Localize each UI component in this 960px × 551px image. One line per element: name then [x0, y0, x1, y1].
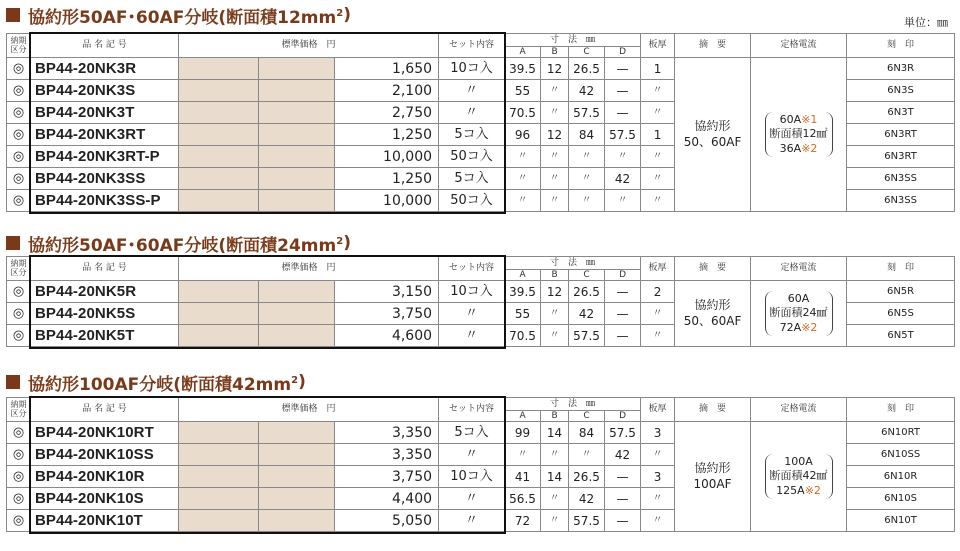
header-dim-b: B [541, 270, 569, 281]
rating-line-1 [770, 292, 828, 306]
set-contents: 10コ入 [439, 281, 505, 303]
section-title-text: 協約形50AF･60AF分岐(断面積24mm [28, 235, 337, 256]
dim-c: 42 [569, 488, 605, 510]
shaded-cell [259, 488, 335, 510]
shaded-cell [259, 58, 335, 80]
dim-d: — [605, 325, 641, 347]
stamp-code: 6N10T [847, 510, 955, 532]
dim-d: 〃 [605, 146, 641, 168]
dim-t: 〃 [641, 488, 675, 510]
stamp-code: 6N3SS [847, 190, 955, 212]
shaded-cell [259, 102, 335, 124]
header-summary: 摘 要 [675, 257, 751, 281]
dim-t: 〃 [641, 146, 675, 168]
part-number: BP44-20NK10SS [31, 444, 179, 466]
dim-a: 99 [505, 422, 541, 444]
dim-c: 57.5 [569, 325, 605, 347]
header-part-no: 品 名 記 号 [31, 257, 179, 281]
set-contents: 10コ入 [439, 58, 505, 80]
set-contents: 〃 [439, 510, 505, 532]
part-number: BP44-20NK5R [31, 281, 179, 303]
rating-value-3: 125A [776, 483, 805, 497]
header-set: セット内容 [439, 257, 505, 281]
set-contents: 〃 [439, 102, 505, 124]
header-delivery: 納期区分 [7, 257, 31, 281]
dim-a: 〃 [505, 146, 541, 168]
part-number: BP44-20NK3RT-P [31, 146, 179, 168]
section-square-icon [6, 375, 20, 389]
dim-d: — [605, 58, 641, 80]
unit-label: 単位：㎜ [904, 16, 948, 29]
shaded-cell [259, 190, 335, 212]
header-dim-b: B [541, 47, 569, 58]
dim-d: 42 [605, 168, 641, 190]
dim-a: 55 [505, 303, 541, 325]
section-title-end: ) [343, 233, 351, 253]
summary-cell [675, 281, 751, 347]
delivery-mark-icon: ◎ [7, 510, 31, 532]
spec-table [6, 33, 955, 212]
standard-price: 4,400 [335, 488, 439, 510]
dim-t: 〃 [641, 168, 675, 190]
stamp-code: 6N10S [847, 488, 955, 510]
header-dim-b: B [541, 411, 569, 422]
header-dims: 寸 法 ㎜ [505, 257, 641, 270]
rating-line-2: 断面積42㎟ [769, 469, 828, 483]
dim-t: 3 [641, 422, 675, 444]
standard-price: 3,150 [335, 281, 439, 303]
part-number: BP44-20NK3R [31, 58, 179, 80]
dim-c: 57.5 [569, 102, 605, 124]
dim-d: — [605, 303, 641, 325]
shaded-cell [259, 444, 335, 466]
dim-d: — [605, 466, 641, 488]
dim-b: 〃 [541, 488, 569, 510]
dim-b: 〃 [541, 146, 569, 168]
rating-note-3: ※2 [801, 320, 818, 334]
delivery-mark-icon: ◎ [7, 281, 31, 303]
stamp-code: 6N3SS [847, 168, 955, 190]
set-contents: 〃 [439, 303, 505, 325]
shaded-cell [259, 168, 335, 190]
section-title-text: 協約形100AF分岐(断面積42mm [28, 374, 292, 395]
dim-b: 〃 [541, 168, 569, 190]
header-dim-d: D [605, 47, 641, 58]
dim-c: 〃 [569, 146, 605, 168]
section-title-sup: 2 [336, 235, 344, 247]
shaded-cell [259, 146, 335, 168]
delivery-mark-icon: ◎ [7, 190, 31, 212]
table-row [7, 58, 955, 80]
delivery-mark-icon: ◎ [7, 80, 31, 102]
stamp-code: 6N5T [847, 325, 955, 347]
shaded-cell [259, 510, 335, 532]
dim-b: 〃 [541, 325, 569, 347]
header-dims: 寸 法 ㎜ [505, 398, 641, 411]
stamp-code: 6N10R [847, 466, 955, 488]
rating-value-1: 60A [779, 113, 802, 127]
dim-t: 2 [641, 281, 675, 303]
set-contents: 5コ入 [439, 124, 505, 146]
delivery-mark-icon: ◎ [7, 168, 31, 190]
table-row [7, 281, 955, 303]
shaded-cell [259, 325, 335, 347]
dim-c: 42 [569, 303, 605, 325]
summary-line-1: 協約形 [694, 118, 731, 133]
part-number: BP44-20NK3RT [31, 124, 179, 146]
part-number: BP44-20NK10S [31, 488, 179, 510]
standard-price: 1,250 [335, 124, 439, 146]
delivery-mark-icon: ◎ [7, 102, 31, 124]
header-dim-c: C [569, 411, 605, 422]
dim-t: 3 [641, 466, 675, 488]
header-dim-d: D [605, 270, 641, 281]
part-number: BP44-20NK3S [31, 80, 179, 102]
part-number: BP44-20NK3SS-P [31, 190, 179, 212]
dim-c: 〃 [569, 190, 605, 212]
standard-price: 1,250 [335, 168, 439, 190]
section-square-icon [6, 8, 20, 22]
summary-line-1: 協約形 [694, 297, 731, 312]
rating-line-3 [770, 484, 828, 498]
header-price: 標準価格 円 [179, 257, 439, 281]
set-contents: 〃 [439, 488, 505, 510]
delivery-mark-icon: ◎ [7, 422, 31, 444]
section-title-end: ) [298, 372, 306, 392]
header-summary: 摘 要 [675, 34, 751, 58]
summary-line-2: 50、60AF [683, 313, 742, 328]
delivery-mark-icon: ◎ [7, 488, 31, 510]
dim-d: — [605, 102, 641, 124]
header-dim-a: A [505, 270, 541, 281]
section-title-sup: 2 [291, 374, 299, 386]
shaded-cell [179, 58, 259, 80]
rating-bracket [765, 291, 833, 336]
rating-line-2: 断面積12㎟ [769, 127, 828, 141]
rating-line-1 [770, 455, 828, 469]
dim-d: — [605, 510, 641, 532]
header-set: セット内容 [439, 398, 505, 422]
summary-cell [675, 58, 751, 212]
header-rating: 定格電流 [751, 257, 847, 281]
stamp-code: 6N3S [847, 80, 955, 102]
shaded-cell [179, 488, 259, 510]
dim-c: 〃 [569, 168, 605, 190]
header-code: 刻 印 [847, 398, 955, 422]
rating-line-2: 断面積24㎟ [769, 306, 828, 320]
part-number: BP44-20NK5S [31, 303, 179, 325]
dim-a: 39.5 [505, 281, 541, 303]
delivery-mark-icon: ◎ [7, 466, 31, 488]
standard-price: 3,750 [335, 466, 439, 488]
standard-price: 1,650 [335, 58, 439, 80]
dim-t: 〃 [641, 510, 675, 532]
header-dim-c: C [569, 47, 605, 58]
dim-b: 〃 [541, 444, 569, 466]
table-row [7, 422, 955, 444]
dim-a: 41 [505, 466, 541, 488]
dim-c: 26.5 [569, 281, 605, 303]
dim-t: 〃 [641, 80, 675, 102]
dim-b: 12 [541, 281, 569, 303]
standard-price: 3,750 [335, 303, 439, 325]
section-title [6, 371, 306, 393]
rating-cell [751, 58, 847, 212]
dim-t: 〃 [641, 444, 675, 466]
dim-a: 56.5 [505, 488, 541, 510]
dim-t: 〃 [641, 190, 675, 212]
dim-b: 12 [541, 58, 569, 80]
rating-value-1: 100A [784, 455, 813, 469]
shaded-cell [179, 190, 259, 212]
rating-cell [751, 281, 847, 347]
delivery-mark-icon: ◎ [7, 124, 31, 146]
rating-line-3 [770, 321, 828, 335]
header-dims: 寸 法 ㎜ [505, 34, 641, 47]
header-dim-c: C [569, 270, 605, 281]
part-number: BP44-20NK5T [31, 325, 179, 347]
header-delivery: 納期区分 [7, 34, 31, 58]
section-title-end: ) [343, 5, 351, 25]
shaded-cell [259, 422, 335, 444]
header-code: 刻 印 [847, 257, 955, 281]
dim-d: 42 [605, 444, 641, 466]
dim-b: 14 [541, 422, 569, 444]
dim-d: — [605, 80, 641, 102]
section-square-icon [6, 236, 20, 250]
dim-b: 〃 [541, 303, 569, 325]
delivery-mark-icon: ◎ [7, 303, 31, 325]
header-summary: 摘 要 [675, 398, 751, 422]
shaded-cell [259, 124, 335, 146]
stamp-code: 6N10SS [847, 444, 955, 466]
rating-value-1: 60A [787, 292, 810, 306]
header-part-no: 品 名 記 号 [31, 34, 179, 58]
stamp-code: 6N10RT [847, 422, 955, 444]
header-dim-a: A [505, 411, 541, 422]
shaded-cell [179, 102, 259, 124]
part-number: BP44-20NK10RT [31, 422, 179, 444]
rating-cell [751, 422, 847, 532]
header-dim-d: D [605, 411, 641, 422]
stamp-code: 6N5R [847, 281, 955, 303]
standard-price: 10,000 [335, 190, 439, 212]
part-number: BP44-20NK3SS [31, 168, 179, 190]
stamp-code: 6N3RT [847, 124, 955, 146]
shaded-cell [179, 80, 259, 102]
rating-line-1 [770, 113, 828, 127]
shaded-cell [259, 281, 335, 303]
dim-t: 〃 [641, 102, 675, 124]
shaded-cell [259, 80, 335, 102]
header-rating: 定格電流 [751, 34, 847, 58]
set-contents: 〃 [439, 80, 505, 102]
delivery-mark-icon: ◎ [7, 146, 31, 168]
dim-c: 84 [569, 124, 605, 146]
shaded-cell [179, 510, 259, 532]
rating-line-3 [770, 142, 828, 156]
dim-b: 〃 [541, 510, 569, 532]
section-title-text: 協約形50AF･60AF分岐(断面積12mm [28, 7, 337, 28]
shaded-cell [179, 124, 259, 146]
dim-t: 1 [641, 58, 675, 80]
dim-c: 26.5 [569, 466, 605, 488]
dim-d: 57.5 [605, 422, 641, 444]
dim-c: 84 [569, 422, 605, 444]
dim-t: 〃 [641, 325, 675, 347]
header-delivery: 納期区分 [7, 398, 31, 422]
set-contents: 50コ入 [439, 190, 505, 212]
rating-note-1: ※1 [801, 113, 818, 127]
rating-bracket [765, 112, 833, 157]
dim-a: 39.5 [505, 58, 541, 80]
section-title [6, 4, 351, 26]
spec-table [6, 397, 955, 532]
header-price: 標準価格 円 [179, 398, 439, 422]
dim-a: 96 [505, 124, 541, 146]
shaded-cell [179, 466, 259, 488]
set-contents: 〃 [439, 444, 505, 466]
header-dim-a: A [505, 47, 541, 58]
standard-price: 3,350 [335, 444, 439, 466]
header-price: 標準価格 円 [179, 34, 439, 58]
summary-line-2: 50、60AF [683, 134, 742, 149]
rating-note-3: ※2 [804, 483, 821, 497]
dim-c: 42 [569, 80, 605, 102]
standard-price: 2,750 [335, 102, 439, 124]
dim-c: 57.5 [569, 510, 605, 532]
shaded-cell [259, 303, 335, 325]
dim-a: 55 [505, 80, 541, 102]
shaded-cell [179, 146, 259, 168]
rating-value-3: 36A [779, 141, 802, 155]
standard-price: 4,600 [335, 325, 439, 347]
stamp-code: 6N3R [847, 58, 955, 80]
section-title [6, 232, 351, 254]
dim-d: 57.5 [605, 124, 641, 146]
shaded-cell [179, 168, 259, 190]
dim-b: 12 [541, 124, 569, 146]
part-number: BP44-20NK3T [31, 102, 179, 124]
dim-a: 〃 [505, 168, 541, 190]
standard-price: 5,050 [335, 510, 439, 532]
set-contents: 〃 [439, 325, 505, 347]
set-contents: 50コ入 [439, 146, 505, 168]
header-set: セット内容 [439, 34, 505, 58]
summary-line-2: 100AF [693, 476, 732, 491]
delivery-mark-icon: ◎ [7, 58, 31, 80]
rating-value-3: 72A [779, 320, 802, 334]
header-thickness: 板厚 [641, 34, 675, 58]
dim-a: 〃 [505, 444, 541, 466]
header-part-no: 品 名 記 号 [31, 398, 179, 422]
dim-c: 26.5 [569, 58, 605, 80]
dim-t: 〃 [641, 303, 675, 325]
dim-c: 〃 [569, 444, 605, 466]
delivery-mark-icon: ◎ [7, 444, 31, 466]
dim-a: 72 [505, 510, 541, 532]
dim-b: 14 [541, 466, 569, 488]
dim-b: 〃 [541, 102, 569, 124]
dim-b: 〃 [541, 80, 569, 102]
delivery-mark-icon: ◎ [7, 325, 31, 347]
dim-a: 70.5 [505, 102, 541, 124]
rating-note-3: ※2 [801, 141, 818, 155]
set-contents: 5コ入 [439, 422, 505, 444]
shaded-cell [179, 422, 259, 444]
dim-t: 1 [641, 124, 675, 146]
header-rating: 定格電流 [751, 398, 847, 422]
summary-cell [675, 422, 751, 532]
shaded-cell [179, 303, 259, 325]
spec-table [6, 256, 955, 347]
stamp-code: 6N3T [847, 102, 955, 124]
dim-a: 〃 [505, 190, 541, 212]
shaded-cell [259, 466, 335, 488]
dim-d: — [605, 281, 641, 303]
rating-bracket [765, 454, 833, 499]
header-code: 刻 印 [847, 34, 955, 58]
shaded-cell [179, 281, 259, 303]
summary-line-1: 協約形 [694, 460, 731, 475]
part-number: BP44-20NK10R [31, 466, 179, 488]
dim-d: 〃 [605, 190, 641, 212]
header-thickness: 板厚 [641, 257, 675, 281]
header-thickness: 板厚 [641, 398, 675, 422]
standard-price: 3,350 [335, 422, 439, 444]
standard-price: 10,000 [335, 146, 439, 168]
stamp-code: 6N3RT [847, 146, 955, 168]
set-contents: 5コ入 [439, 168, 505, 190]
section-title-sup: 2 [336, 7, 344, 19]
stamp-code: 6N5S [847, 303, 955, 325]
dim-d: — [605, 488, 641, 510]
shaded-cell [179, 444, 259, 466]
dim-a: 70.5 [505, 325, 541, 347]
part-number: BP44-20NK10T [31, 510, 179, 532]
standard-price: 2,100 [335, 80, 439, 102]
set-contents: 10コ入 [439, 466, 505, 488]
dim-b: 〃 [541, 190, 569, 212]
shaded-cell [179, 325, 259, 347]
